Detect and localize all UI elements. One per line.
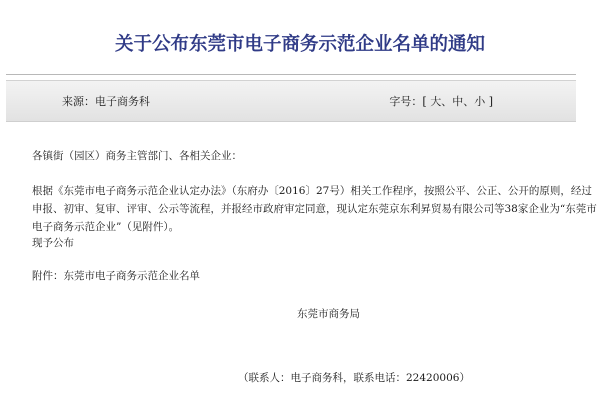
attachment-line [32, 267, 200, 285]
issuer-name: 东莞市商务局 [297, 308, 360, 320]
font-size-separator: 、 [441, 95, 453, 108]
font-size-medium-option[interactable]: 中 [452, 95, 464, 108]
font-size-bracket-close: ] [488, 95, 493, 108]
title-divider [6, 74, 576, 75]
announce-text: 现予公布 [32, 237, 74, 249]
contact-info: （联系人：电子商务科，联系电话：22420006） [238, 372, 470, 384]
font-size-bracket-open: [ [422, 95, 427, 108]
salutation: 各镇街（园区）商务主管部门、各相关企业： [32, 150, 242, 162]
font-size-small-option[interactable]: 小 [474, 95, 486, 108]
source-value: 电子商务科 [95, 95, 150, 108]
attachment-label: 附件： [32, 270, 64, 282]
body-paragraph: 根据《东莞市电子商务示范企业认定办法》（东府办〔2016〕27号）相关工作程序，按照公平、公正、公开的原则，经过申报、初审、复审、评审、公示等流程，并报经市政府审定同意，现认定东莞京东利昇贸易有限公司等38家企业为“东莞市电子商务示范企业”（见附件）。 [32, 185, 597, 233]
font-size-separator: 、 [463, 95, 475, 108]
source-label: 来源： [62, 95, 95, 108]
attachment-link[interactable]: 东莞市电子商务示范企业名单 [63, 270, 200, 282]
source-info [62, 93, 150, 109]
font-size-large-option[interactable]: 大 [430, 95, 442, 108]
font-size-control [389, 93, 493, 109]
page-title: 关于公布东莞市电子商务示范企业名单的通知 [114, 34, 485, 55]
font-size-label: 字号： [389, 95, 423, 108]
